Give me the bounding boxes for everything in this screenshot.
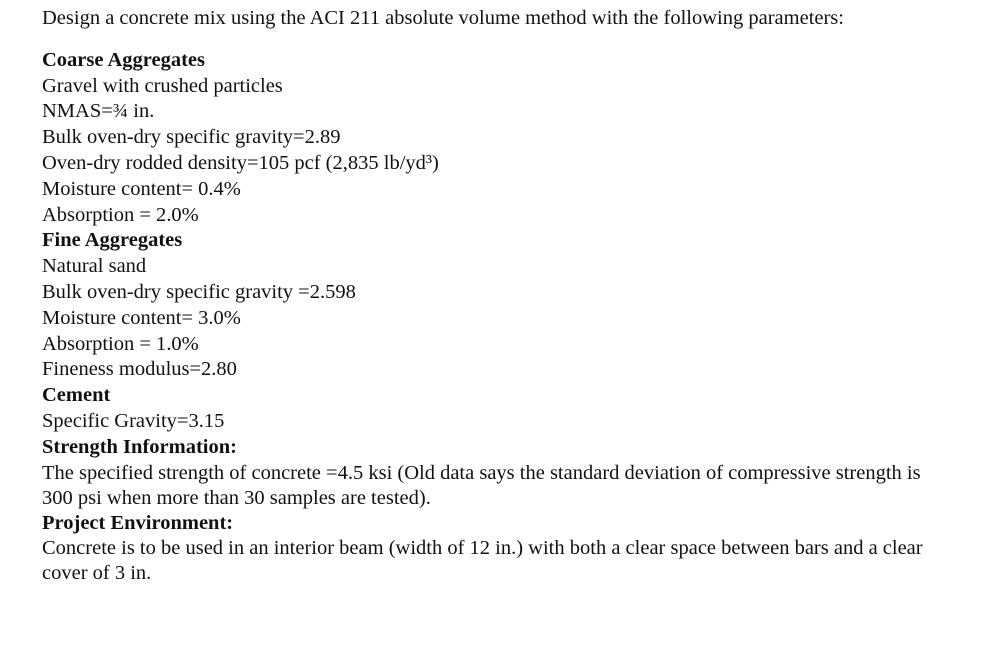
problem-intro: Design a concrete mix using the ACI 211 absolute volume method with the following parameters: — [42, 7, 844, 29]
fine-aggregates-section — [42, 228, 942, 383]
cement-specific-gravity: Specific Gravity=3.15 — [42, 409, 225, 432]
coarse-nmas: NMAS=¾ in. — [42, 100, 155, 123]
cement-heading: Cement — [42, 384, 111, 407]
fine-moisture-content: Moisture content= 3.0% — [42, 306, 241, 329]
cement-section — [42, 383, 942, 435]
coarse-rodded-density: Oven-dry rodded density=105 pcf (2,835 lb/yd³) — [42, 151, 439, 174]
coarse-aggregates-section — [42, 48, 942, 229]
environment-text: Concrete is to be used in an interior beam (width of 12 in.) with both a clear space between bars and a clear cover of 3 in. — [42, 537, 923, 585]
strength-text: The specified strength of concrete =4.5 ksi (Old data says the standard deviation of compressive strength is 300 psi when more than 30 samples are tested). — [42, 461, 921, 509]
coarse-specific-gravity: Bulk oven-dry specific gravity=2.89 — [42, 126, 341, 149]
fine-type: Natural sand — [42, 255, 147, 278]
fine-specific-gravity: Bulk oven-dry specific gravity =2.598 — [42, 280, 356, 303]
coarse-aggregates-heading: Coarse Aggregates — [42, 48, 206, 71]
coarse-absorption: Absorption = 2.0% — [42, 203, 199, 226]
coarse-type: Gravel with crushed particles — [42, 74, 283, 97]
fine-absorption: Absorption = 1.0% — [42, 332, 199, 355]
strength-heading: Strength Information: — [42, 435, 237, 458]
strength-section — [42, 435, 942, 511]
problem-document — [42, 6, 942, 586]
environment-section — [42, 511, 942, 587]
fine-fineness-modulus: Fineness modulus=2.80 — [42, 358, 237, 381]
coarse-moisture-content: Moisture content= 0.4% — [42, 177, 241, 200]
environment-heading: Project Environment: — [42, 511, 234, 534]
fine-aggregates-heading: Fine Aggregates — [42, 229, 183, 252]
